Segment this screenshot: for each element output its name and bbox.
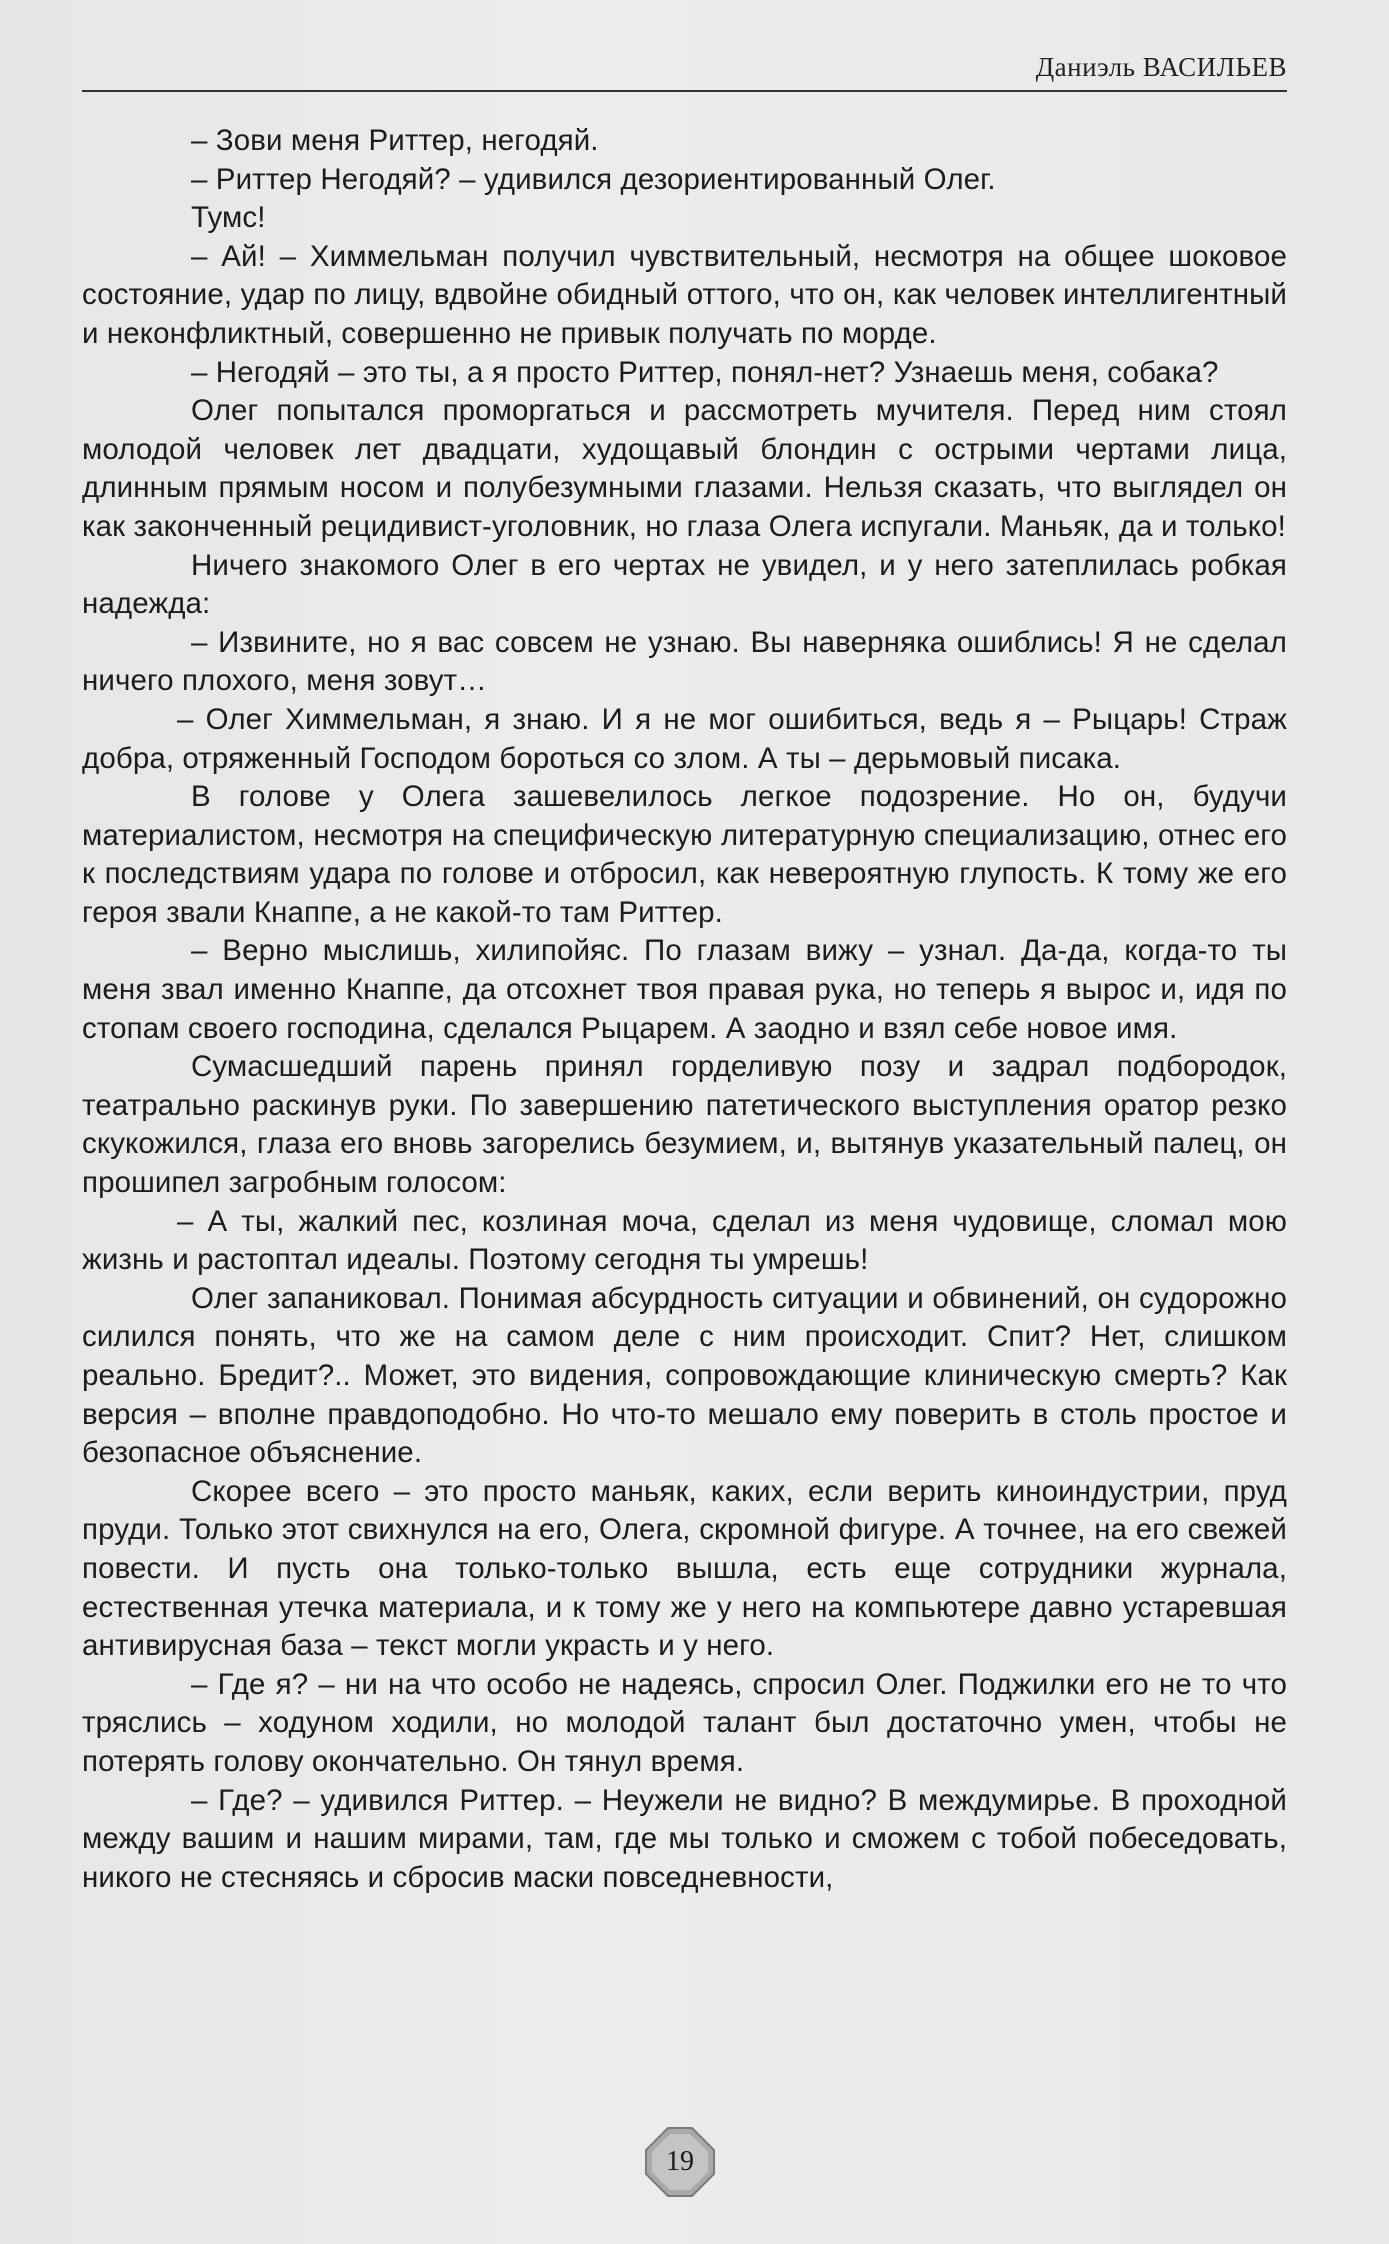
header-rule — [82, 90, 1287, 92]
paragraph: – А ты, жалкий пес, козлиная моча, сделал из меня чудовище, сломал мою жизнь и растоптал идеалы. Поэтому сегодня ты умрешь! — [82, 1204, 1287, 1277]
paragraph: – Где? – удивился Риттер. – Неужели не видно? В междумирье. В проходной между вашим и нашим мирами, там, где мы только и сможем с тобой побеседовать, никого не стесняясь и сбросив маски повседневности, — [82, 1783, 1287, 1894]
paragraph: – Негодяй – это ты, а я просто Риттер, понял-нет? Узнаешь меня, собака? — [191, 355, 1219, 389]
paragraph: – Извините, но я вас совсем не узнаю. Вы наверняка ошиблись! Я не сделал ничего плохого, меня зовут… — [82, 625, 1287, 698]
page-number: 19 — [666, 2146, 694, 2177]
paragraph: Скорее всего – это просто маньяк, каких, если верить киноиндустрии, пруд пруди. Только этот свихнулся на его, Олега, скромной фигуре. А точнее, на его свежей повести. И пусть она только-только вышла, есть еще сотрудники журнала, естественная утечка материала, и к тому же у него на компьютере давно устаревшая антивирусная база – текст могли украсть и у него. — [82, 1474, 1287, 1663]
paragraph: – Где я? – ни на что особо не надеясь, спросил Олег. Поджилки его не то что тряслись – ходуном ходили, но молодой талант был достаточно умен, чтобы не потерять голову окончательно. Он тянул время. — [82, 1667, 1287, 1778]
running-header — [82, 52, 1287, 88]
paragraph: Олег попытался проморгаться и рассмотреть мучителя. Перед ним стоял молодой человек лет двадцати, худощавый блондин с острыми чертами лица, длинным прямым носом и полубезумными глазами. Нельзя сказать, что выглядел он как законченный рецидивист-уголовник, но глаза Олега испугали. Маньяк, да и только! — [82, 394, 1287, 543]
paragraph: – Риттер Негодяй? – удивился дезориентированный Олег. — [191, 162, 996, 196]
paragraph: Тумс! — [191, 201, 266, 235]
paragraph: – Зови меня Риттер, негодяй. — [191, 124, 599, 157]
paragraph: В голове у Олега зашевелилось легкое подозрение. Но он, будучи материалистом, несмотря на специфическую литературную специализацию, отнес его к последствиям удара по голове и отбросил, как невероятную глупость. К тому же его героя звали Кнаппе, а не какой-то там Риттер. — [82, 780, 1287, 929]
paragraph: Сумасшедший парень принял горделивую позу и задрал подбородок, театрально раскинув руки. По завершению патетического выступления оратор резко скукожился, глаза его вновь загорелись безумием, и, вытянув указательный палец, он прошипел загробным голосом: — [82, 1050, 1287, 1200]
header-author: Даниэль ВАСИЛЬЕВ — [1035, 52, 1287, 82]
body-text — [82, 122, 1287, 1897]
paragraph: – Олег Химмельман, я знаю. И я не мог ошибиться, ведь я – Рыцарь! Страж добра, отряженный Господом бороться со злом. А ты – дерьмовый писака. — [82, 702, 1287, 775]
paragraph: – Верно мыслишь, хилипойяс. По глазам вижу – узнал. Да-да, когда-то ты меня звал именно Кнаппе, да отсохнет твоя правая рука, но теперь я вырос и, идя по стопам своего господина, сделался Рыцарем. А заодно и взял себе новое имя. — [82, 934, 1287, 1045]
page-number-badge — [644, 2126, 716, 2198]
paragraph: Ничего знакомого Олег в его чертах не увидел, и у него затеплилась робкая надежда: — [82, 548, 1287, 621]
paragraph: – Ай! – Химмельман получил чувствительный, несмотря на общее шоковое состояние, удар по лицу, вдвойне обидный оттого, что он, как человек интеллигентный и неконфликтный, совершенно не привык получать по морде. — [82, 239, 1287, 350]
paragraph: Олег запаниковал. Понимая абсурдность ситуации и обвинений, он судорожно силился понять, что же на самом деле с ним происходит. Спит? Нет, слишком реально. Бредит?.. Может, это видения, сопровождающие клиническую смерть? Как версия – вполне правдоподобно. Но что-то мешало ему поверить в столь простое и безопасное объяснение. — [82, 1281, 1287, 1470]
